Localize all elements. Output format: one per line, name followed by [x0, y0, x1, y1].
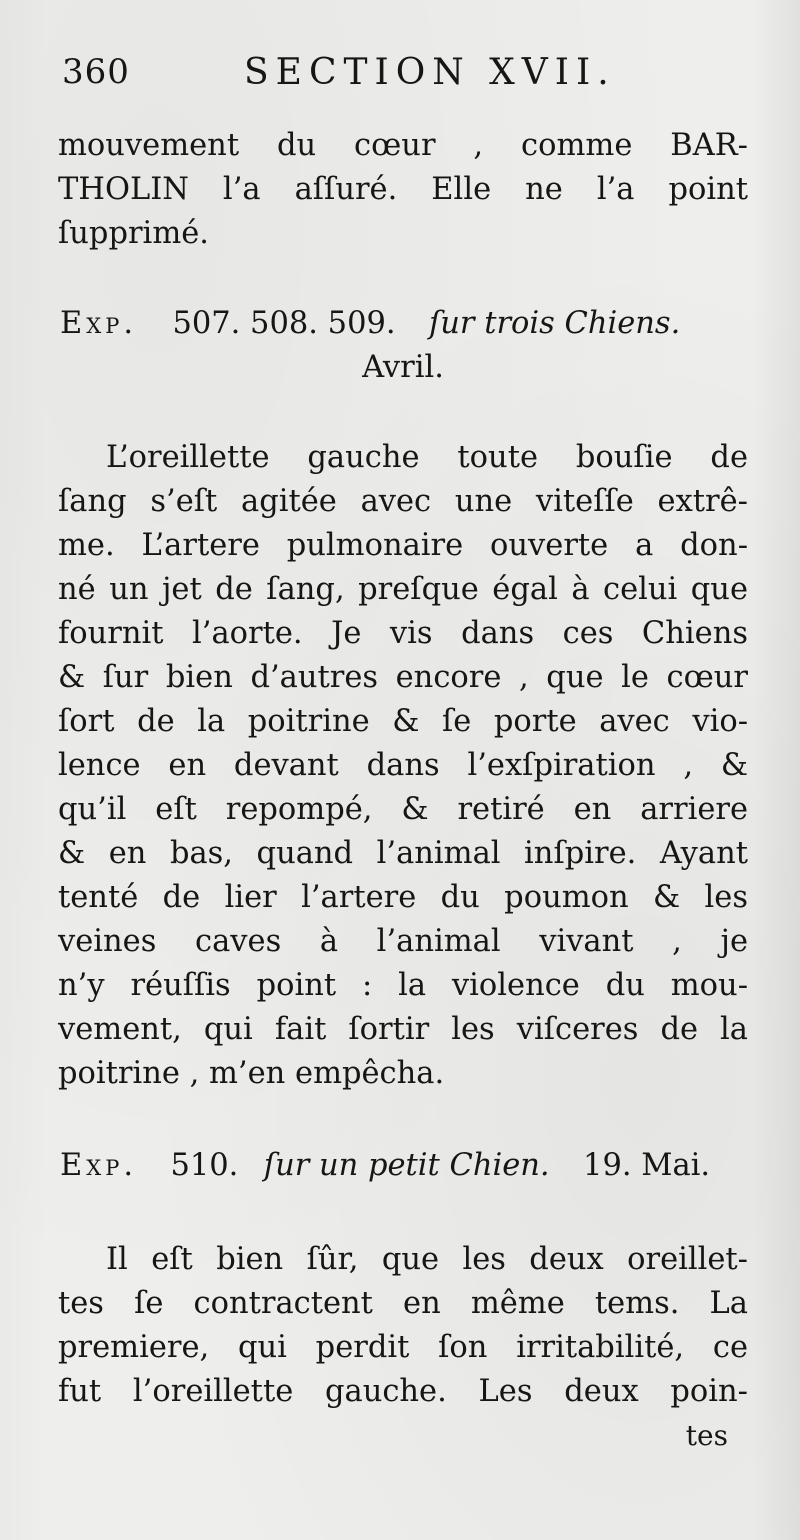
experiment-heading	[60, 302, 750, 346]
text-line: mouvement du cœur , comme BAR-	[58, 128, 748, 163]
text-line: fut l’oreillette gauche. Les deux poin-	[58, 1374, 748, 1409]
experiment-numbers: 507. 508. 509.	[172, 306, 396, 341]
experiment-label: Exp.	[60, 1148, 138, 1183]
page-header	[62, 52, 742, 102]
text-line: n’y réuſſis point : la violence du mou-	[58, 968, 748, 1003]
text-line: veines caves à l’animal vivant , je	[58, 924, 748, 959]
text-line: & ſur bien d’autres encore , que le cœur	[58, 660, 748, 695]
running-head: SECTION XVII.	[244, 52, 616, 93]
text-line: tenté de lier l’artere du poumon & les	[58, 880, 748, 915]
experiment-date: 19. Mai.	[583, 1148, 711, 1183]
experiment-subject: ſur un petit Chien.	[263, 1148, 550, 1183]
text-line: fournit l’aorte. Je vis dans ces Chiens	[58, 616, 748, 651]
catchword: tes	[685, 1419, 728, 1452]
text-line: premiere, qui perdit ſon irritabilité, ce	[58, 1330, 748, 1365]
text-line: Il eſt bien ſûr, que les deux oreillet-	[106, 1242, 748, 1277]
text-line: me. L’artere pulmonaire ouverte a don-	[58, 528, 748, 563]
text-line: poitrine , m’en empêcha.	[58, 1056, 445, 1091]
text-line: ſupprimé.	[58, 216, 209, 251]
text-line: lence en devant dans l’exſpiration , &	[58, 748, 748, 783]
experiment-label: Exp.	[60, 306, 138, 341]
experiment-number: 510.	[170, 1148, 239, 1183]
text-line: vement, qui fait ſortir les viſceres de la	[58, 1012, 748, 1047]
text-line: ſort de la poitrine & ſe porte avec vio-	[58, 704, 748, 739]
text-line: né un jet de ſang, preſque égal à celui que	[58, 572, 748, 607]
text-line: ſang s’eſt agitée avec une viteſſe extrê-	[58, 484, 748, 519]
experiment-subject: ſur trois Chiens.	[428, 306, 681, 341]
text-line: & en bas, quand l’animal inſpire. Ayant	[58, 836, 748, 871]
page-number: 360	[62, 52, 130, 92]
text-line: tes ſe contractent en même tems. La	[58, 1286, 748, 1321]
experiment-date: Avril.	[362, 350, 444, 385]
text-line: L’oreillette gauche toute bouſie de	[106, 440, 748, 475]
text-line: THOLIN l’a aſſuré. Elle ne l’a point	[58, 172, 748, 207]
experiment-heading	[60, 1144, 750, 1188]
text-line: qu’il eſt repompé, & retiré en arriere	[58, 792, 748, 827]
